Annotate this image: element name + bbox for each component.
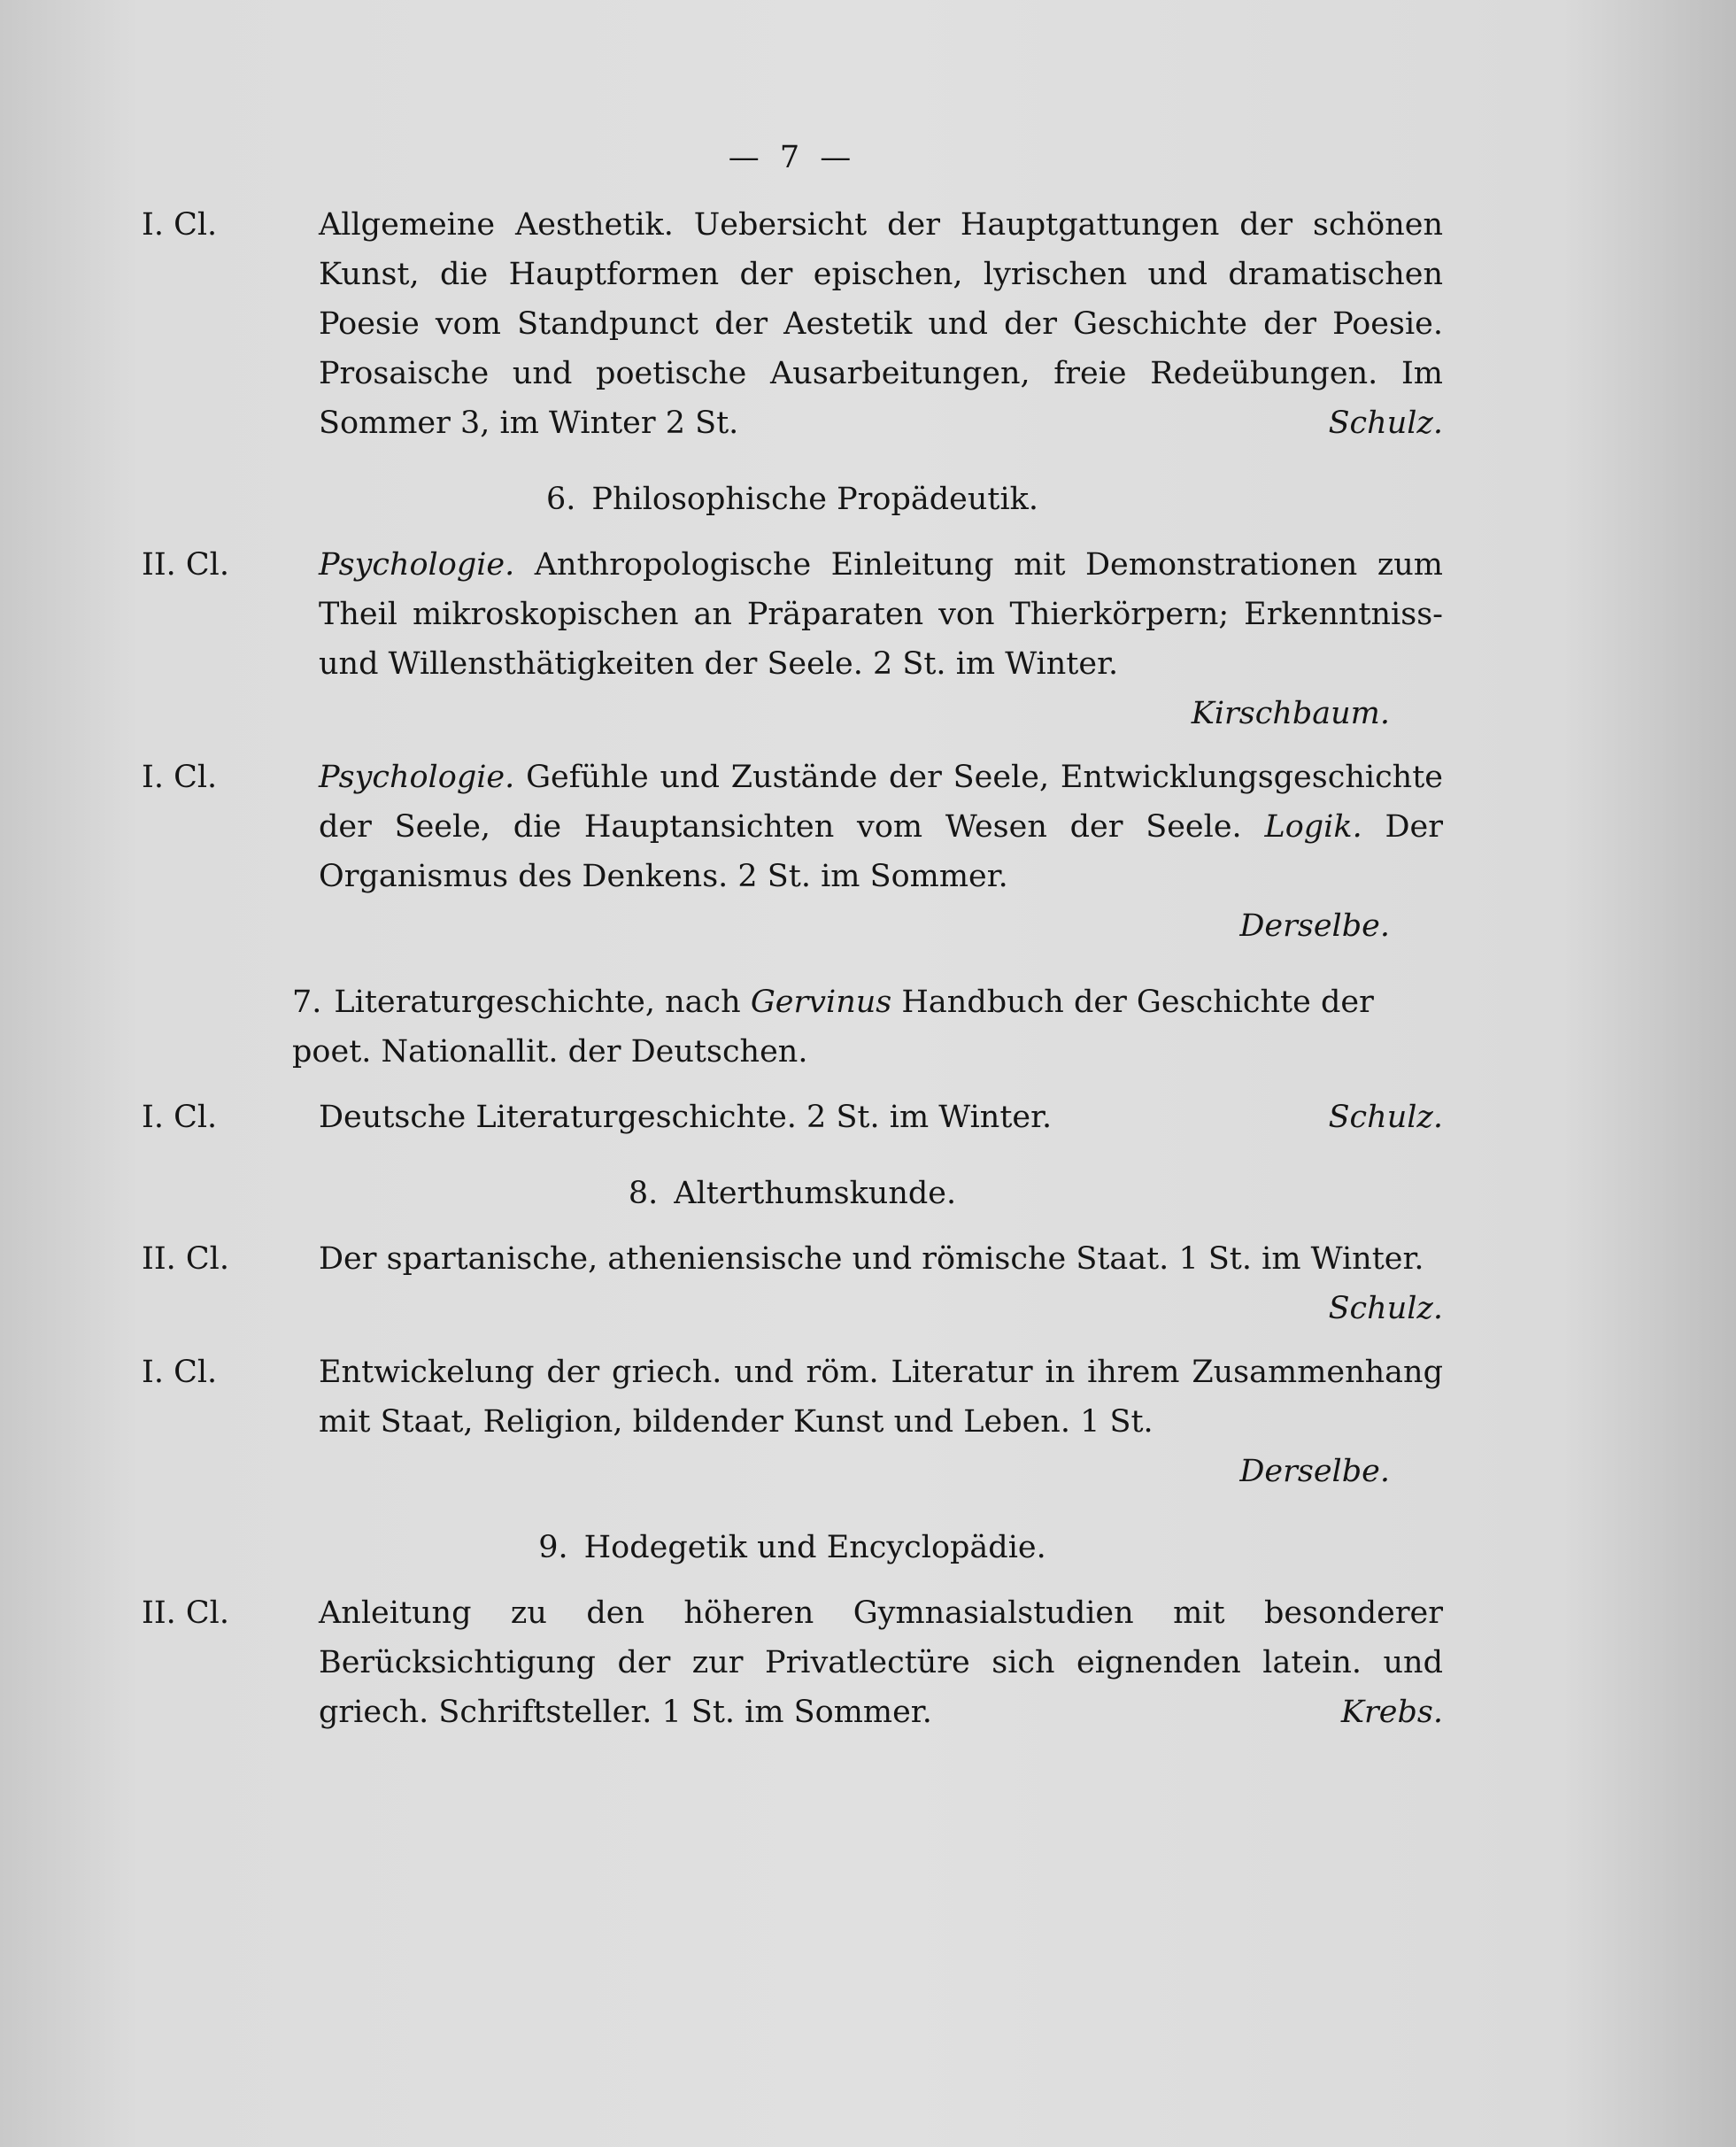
- entry-body: [319, 753, 1443, 901]
- section-heading-9: [142, 1523, 1443, 1572]
- entry-text: Anleitung zu den höheren Gymnasialstudien mit besonderer Berücksichtigung der zur Privatlectüre sich eignenden latein. und griech. Schriftsteller. 1 St. im Sommer.: [319, 1595, 1443, 1730]
- subject-label: Psychologie.: [319, 760, 515, 795]
- entry-text: Entwickelung der griech. und röm. Literatur in ihrem Zusammenhang mit Staat, Religion, bildender Kunst und Leben. 1 St.: [319, 1355, 1443, 1440]
- section-title: Literaturgeschichte, nach: [334, 985, 741, 1020]
- subject-label: Psychologie.: [319, 547, 515, 583]
- section-title-rest: Handbuch der Geschichte der poet. Nationallit. der Deutschen.: [292, 985, 1374, 1070]
- class-label: II. Cl.: [142, 1595, 230, 1631]
- entry-text: Allgemeine Aesthetik. Uebersicht der Hauptgattungen der schönen Kunst, die Hauptformen der epischen, lyrischen und dramatischen Poesie vom Standpunct der Aestetik und der Geschichte der Poesie. Prosaische und poetische Ausarbeitungen, freie Redeübungen. Im Sommer 3, im Winter 2 St.: [319, 207, 1443, 441]
- page-number: — 7 —: [728, 140, 857, 175]
- section-number: 7.: [292, 985, 322, 1020]
- class-label: I. Cl.: [142, 760, 218, 795]
- section-heading-8: [142, 1169, 1443, 1218]
- teacher-name: Schulz.: [1328, 1100, 1443, 1135]
- entry-body: [319, 1348, 1443, 1447]
- section-title: Alterthumskunde.: [674, 1176, 957, 1211]
- entry-text: Anthropologische Einleitung mit Demonstrationen zum Theil mikroskopischen an Präparaten von Thierkörpern; Erkenntniss- und Willensthätigkeiten der Seele. 2 St. im Winter.: [319, 547, 1443, 682]
- section-number: 9.: [538, 1530, 568, 1565]
- page-text: [142, 133, 1443, 1751]
- entry-body: [319, 1093, 1443, 1142]
- entry-text: Der spartanische, atheniensische und römische Staat. 1 St. im Winter.: [319, 1241, 1424, 1277]
- section-title: Philosophische Propädeutik.: [591, 482, 1038, 517]
- entry-staat: [142, 1234, 1443, 1333]
- entry-psychologie-i: [142, 753, 1443, 901]
- teacher-name: Derselbe.: [1239, 908, 1390, 944]
- section-title: Hodegetik und Encyclopädie.: [583, 1530, 1046, 1565]
- entry-psychologie-ii: [142, 540, 1443, 689]
- teacher-name: Krebs.: [1340, 1695, 1443, 1730]
- entry-literaturgeschichte: [142, 1093, 1443, 1142]
- entry-text: Deutsche Literaturgeschichte. 2 St. im Winter.: [319, 1100, 1053, 1135]
- entry-body: [319, 200, 1443, 448]
- subject-label-logik: Logik.: [1264, 809, 1362, 845]
- entry-aesthetik: [142, 200, 1443, 448]
- teacher-name: Kirschbaum.: [1191, 696, 1390, 731]
- entry-text-logik: Der Organismus des Denkens. 2 St. im Sommer.: [319, 809, 1443, 894]
- entry-body: [319, 1234, 1443, 1333]
- entry-literatur: [142, 1348, 1443, 1447]
- entry-text: Gefühle und Zustände der Seele, Entwicklungsgeschichte der Seele, die Hauptansichten vom Wesen der Seele.: [319, 760, 1443, 845]
- section-number: 8.: [628, 1176, 659, 1211]
- entry-hodegetik: [142, 1588, 1443, 1737]
- teacher-name: Schulz.: [1328, 405, 1443, 441]
- class-label: I. Cl.: [142, 1100, 218, 1135]
- entry-body: [319, 540, 1443, 689]
- section-heading-7: [142, 977, 1443, 1077]
- class-label: II. Cl.: [142, 1241, 230, 1277]
- class-label: II. Cl.: [142, 547, 230, 583]
- class-label: I. Cl.: [142, 1355, 218, 1390]
- class-label: I. Cl.: [142, 207, 218, 243]
- section-heading-6: [142, 475, 1443, 524]
- section-number: 6.: [546, 482, 576, 517]
- teacher-name: Schulz.: [1328, 1291, 1443, 1326]
- teacher-name: Derselbe.: [1239, 1454, 1390, 1489]
- entry-body: [319, 1588, 1443, 1737]
- section-title-name: Gervinus: [750, 985, 892, 1020]
